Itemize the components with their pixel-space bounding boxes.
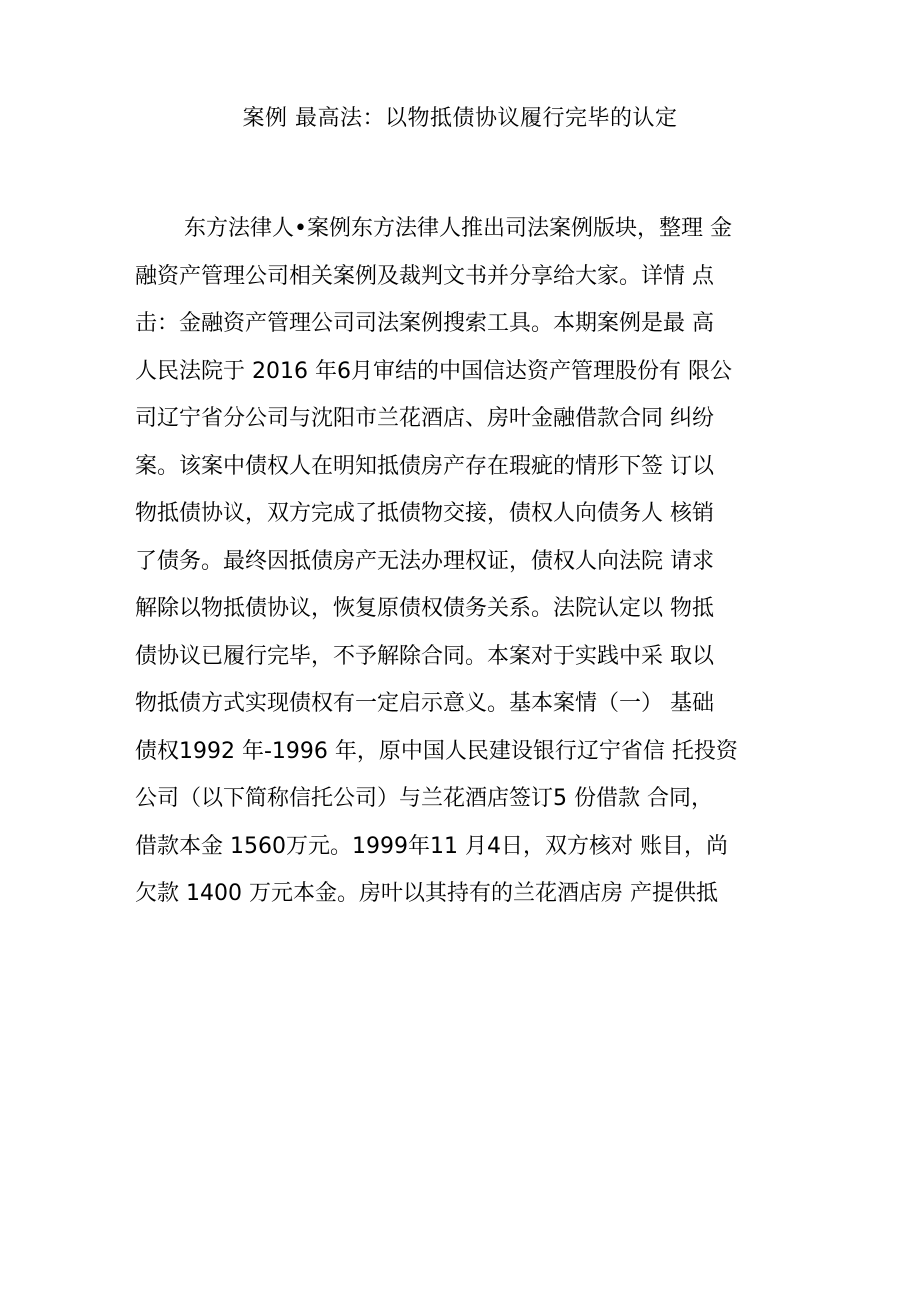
body-line: 债协议已履行完毕，不予解除合同。本案对于实践中采 取以 — [135, 643, 714, 669]
body-line: 案。该案中债权人在明知抵债房产存在瑕疵的情形下签 订以 — [135, 453, 714, 479]
body-line: 击：金融资产管理公司司法案例搜索工具。本期案例是最 高 — [135, 311, 714, 336]
body-line: 物抵债协议，双方完成了抵债物交接，债权人向债务人 核销 — [135, 501, 714, 526]
body-line: 融资产管理公司相关案例及裁判文书并分享给大家。详情 点 — [135, 263, 714, 289]
document-title: 案例 最高法：以物抵债协议履行完毕的认定 — [242, 106, 678, 131]
body-line: 借款本金 1560万元。1999年11 月4日，双方核对 账目，尚 — [135, 833, 728, 859]
body-line: 公司（以下简称信托公司）与兰花酒店签订5 份借款 合同， — [135, 786, 713, 811]
body-line: 物抵债方式实现债权有一定启示意义。基本案情（一） 基础 — [135, 691, 714, 716]
body-line: 司辽宁省分公司与沈阳市兰花酒店、房叶金融借款合同 纠纷 — [135, 406, 714, 431]
body-line: 人民法院于 2016 年6月审结的中国信达资产管理股份有 限公 — [135, 358, 732, 384]
body-line: 了债务。最终因抵债房产无法办理权证，债权人向法院 请求 — [135, 548, 714, 574]
body-line: 欠款 1400 万元本金。房叶以其持有的兰花酒店房 产提供抵 — [135, 881, 718, 906]
body-line: 债权1992 年-1996 年，原中国人民建设银行辽宁省信 托投资 — [135, 738, 738, 764]
body-line: 东方法律人•案例东方法律人推出司法案例版块，整理 金 — [184, 216, 732, 241]
body-line: 解除以物抵债协议，恢复原债权债务关系。法院认定以 物抵 — [135, 596, 714, 621]
document-body — [135, 205, 795, 918]
